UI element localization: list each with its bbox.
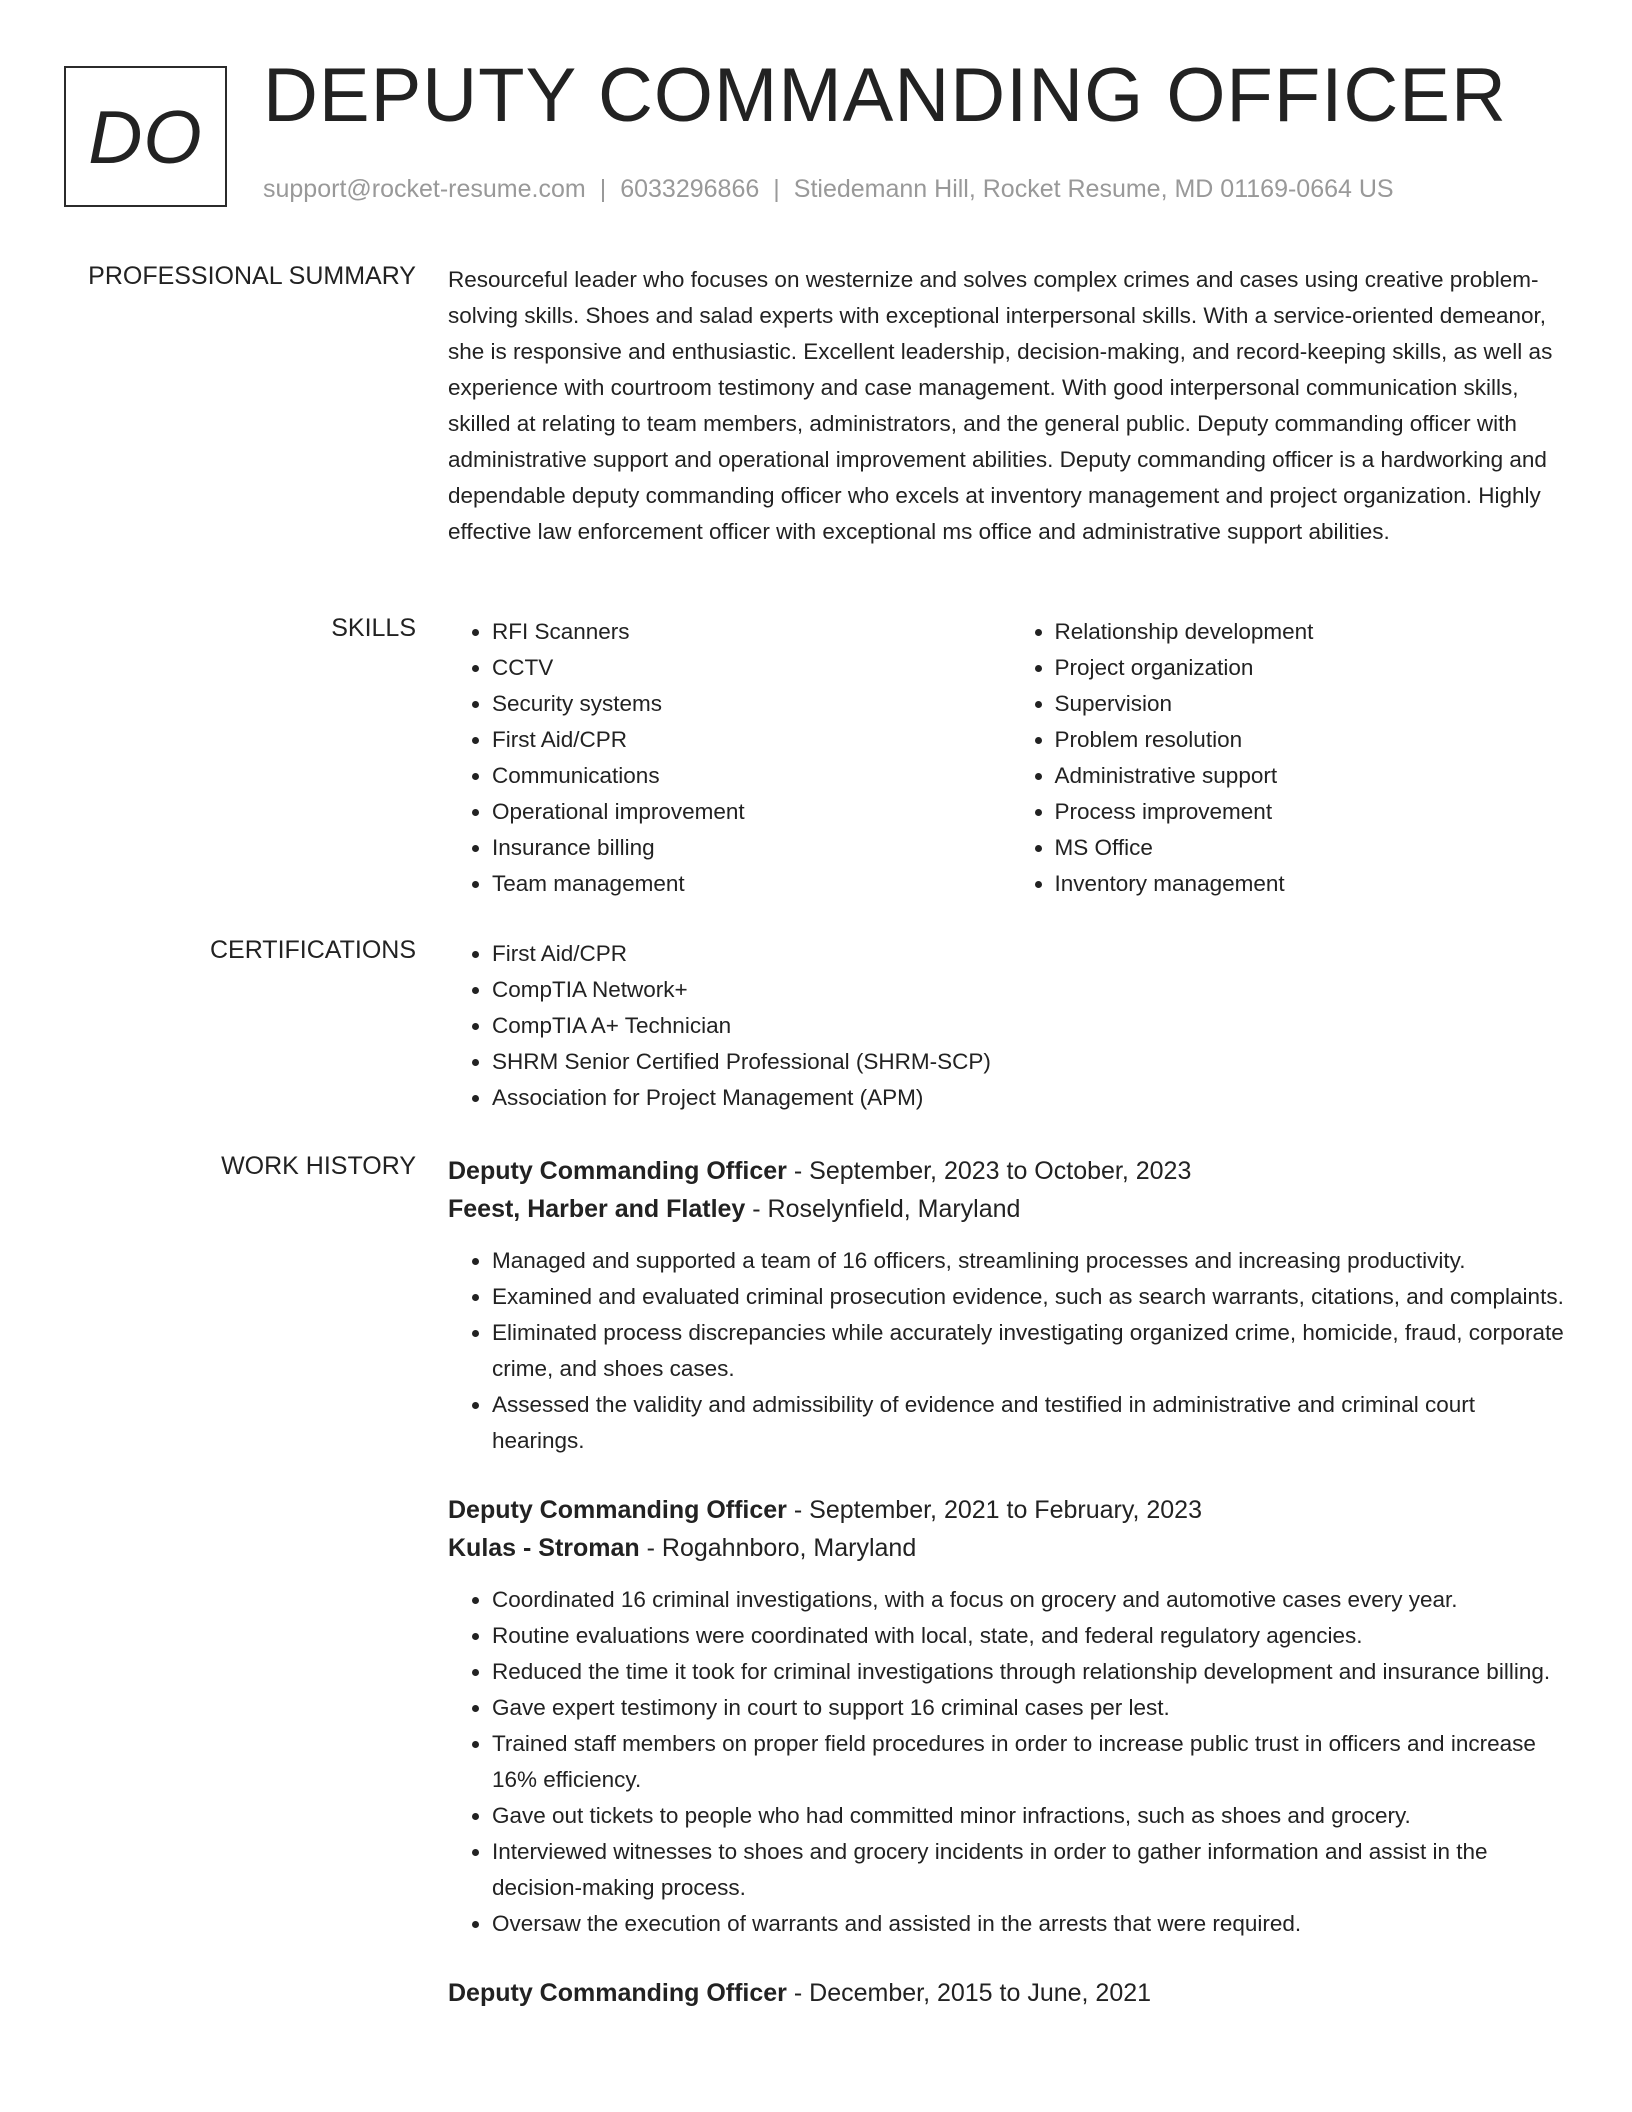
contact-phone[interactable]: 6033296866: [620, 175, 760, 203]
skill-item: • First Aid/CPR: [492, 722, 1011, 758]
job-bullet: • Coordinated 16 criminal investigations, with a focus on grocery and automotive cases every year.: [492, 1582, 1573, 1618]
skills-body: [448, 614, 1573, 902]
skills-list-right: [1011, 614, 1574, 902]
skill-item: • Process improvement: [1055, 794, 1574, 830]
skill-item: • Supervision: [1055, 686, 1574, 722]
contact-line: [263, 175, 1394, 204]
contact-separator: |: [773, 175, 780, 203]
monogram-box: DO: [64, 66, 227, 207]
skill-item: • RFI Scanners: [492, 614, 1011, 650]
job-title-line: [448, 1152, 1573, 1190]
certification-item: • CompTIA Network+: [492, 972, 1573, 1008]
job-bullet: • Eliminated process discrepancies while accurately investigating organized crime, homicide, fraud, corporate crime, and shoes cases.: [492, 1315, 1573, 1387]
certifications-list: [448, 936, 1573, 1116]
skill-item: • Operational improvement: [492, 794, 1011, 830]
job-bullet: • Gave out tickets to people who had committed minor infractions, such as shoes and grocery.: [492, 1798, 1573, 1834]
job-bullets: [448, 1582, 1573, 1942]
work-history-body: [448, 1152, 1573, 2044]
job-title-line: [448, 1491, 1573, 1529]
summary-body: [448, 262, 1573, 550]
job-role: Deputy Commanding Officer: [448, 1979, 787, 2007]
skill-item: • Relationship development: [1055, 614, 1574, 650]
job-role: Deputy Commanding Officer: [448, 1496, 787, 1524]
resume-title: DEPUTY COMMANDING OFFICER: [263, 53, 1507, 138]
certifications-heading: CERTIFICATIONS: [209, 936, 416, 964]
summary-heading: PROFESSIONAL SUMMARY: [88, 262, 416, 290]
work-history-heading: WORK HISTORY: [221, 1152, 416, 1180]
skill-item: • Insurance billing: [492, 830, 1011, 866]
certification-item: • Association for Project Management (APM): [492, 1080, 1573, 1116]
job-company-line: [448, 1190, 1573, 1228]
job-title-line: [448, 1974, 1573, 2012]
contact-separator: |: [599, 175, 607, 203]
job-role: Deputy Commanding Officer: [448, 1157, 787, 1185]
skill-item: • Inventory management: [1055, 866, 1574, 902]
contact-email[interactable]: support@rocket-resume.com: [263, 175, 586, 203]
certifications-body: [448, 936, 1573, 1116]
job-bullets: [448, 1243, 1573, 1459]
job-bullet: • Reduced the time it took for criminal investigations through relationship development and insurance billing.: [492, 1654, 1573, 1690]
job-location: - Roselynfield, Maryland: [745, 1195, 1021, 1223]
job-bullet: • Gave expert testimony in court to support 16 criminal cases per lest.: [492, 1690, 1573, 1726]
skills-heading: SKILLS: [331, 614, 416, 642]
job-bullet: • Trained staff members on proper field procedures in order to increase public trust in officers and increase 16% efficiency.: [492, 1726, 1573, 1798]
job-entry: [448, 1491, 1573, 1942]
skill-item: • Problem resolution: [1055, 722, 1574, 758]
job-entry: [448, 1974, 1573, 2012]
skill-item: • Project organization: [1055, 650, 1574, 686]
skill-item: • Administrative support: [1055, 758, 1574, 794]
job-company: Feest, Harber and Flatley: [448, 1195, 746, 1223]
job-company: Kulas - Stroman: [448, 1534, 640, 1562]
certification-item: • SHRM Senior Certified Professional (SHRM-SCP): [492, 1044, 1573, 1080]
job-dates: - September, 2023 to October, 2023: [786, 1157, 1192, 1185]
skill-item: • CCTV: [492, 650, 1011, 686]
job-bullet: • Examined and evaluated criminal prosecution evidence, such as search warrants, citations, and complaints.: [492, 1279, 1573, 1315]
job-company-line: [448, 1529, 1573, 1567]
skill-item: • Communications: [492, 758, 1011, 794]
job-bullet: • Assessed the validity and admissibility of evidence and testified in administrative and criminal court hearings.: [492, 1387, 1573, 1459]
job-entry: [448, 1152, 1573, 1459]
job-location: - Rogahnboro, Maryland: [639, 1534, 917, 1562]
skill-item: • Team management: [492, 866, 1011, 902]
skill-item: • MS Office: [1055, 830, 1574, 866]
certification-item: • First Aid/CPR: [492, 936, 1573, 972]
summary-text: Resourceful leader who focuses on westernize and solves complex crimes and cases using creative problem-solving skills. Shoes and salad experts with exceptional interpersonal skills. With a service-oriented demeanor, she is responsive and enthusiastic. Excellent leadership, decision-making, and record-keeping skills, as well as experience with courtroom testimony and case management. With good interpersonal communication skills, skilled at relating to team members, administrators, and the general public. Deputy commanding officer with administrative support and operational improvement abilities. Deputy commanding officer is a hardworking and dependable deputy commanding officer who excels at inventory management and project organization. Highly effective law enforcement officer with exceptional ms office and administrative support abilities.: [448, 267, 1553, 544]
job-dates: - September, 2021 to February, 2023: [786, 1496, 1202, 1524]
certification-item: • CompTIA A+ Technician: [492, 1008, 1573, 1044]
job-bullet: • Managed and supported a team of 16 officers, streamlining processes and increasing productivity.: [492, 1243, 1573, 1279]
job-dates: - December, 2015 to June, 2021: [786, 1979, 1152, 2007]
skills-list-left: [448, 614, 1011, 902]
contact-address: Stiedemann Hill, Rocket Resume, MD 01169-0664 US: [793, 175, 1394, 203]
skill-item: • Security systems: [492, 686, 1011, 722]
job-bullet: • Oversaw the execution of warrants and assisted in the arrests that were required.: [492, 1906, 1573, 1942]
job-bullet: • Routine evaluations were coordinated with local, state, and federal regulatory agencies.: [492, 1618, 1573, 1654]
job-bullet: • Interviewed witnesses to shoes and grocery incidents in order to gather information and assist in the decision-making process.: [492, 1834, 1573, 1906]
